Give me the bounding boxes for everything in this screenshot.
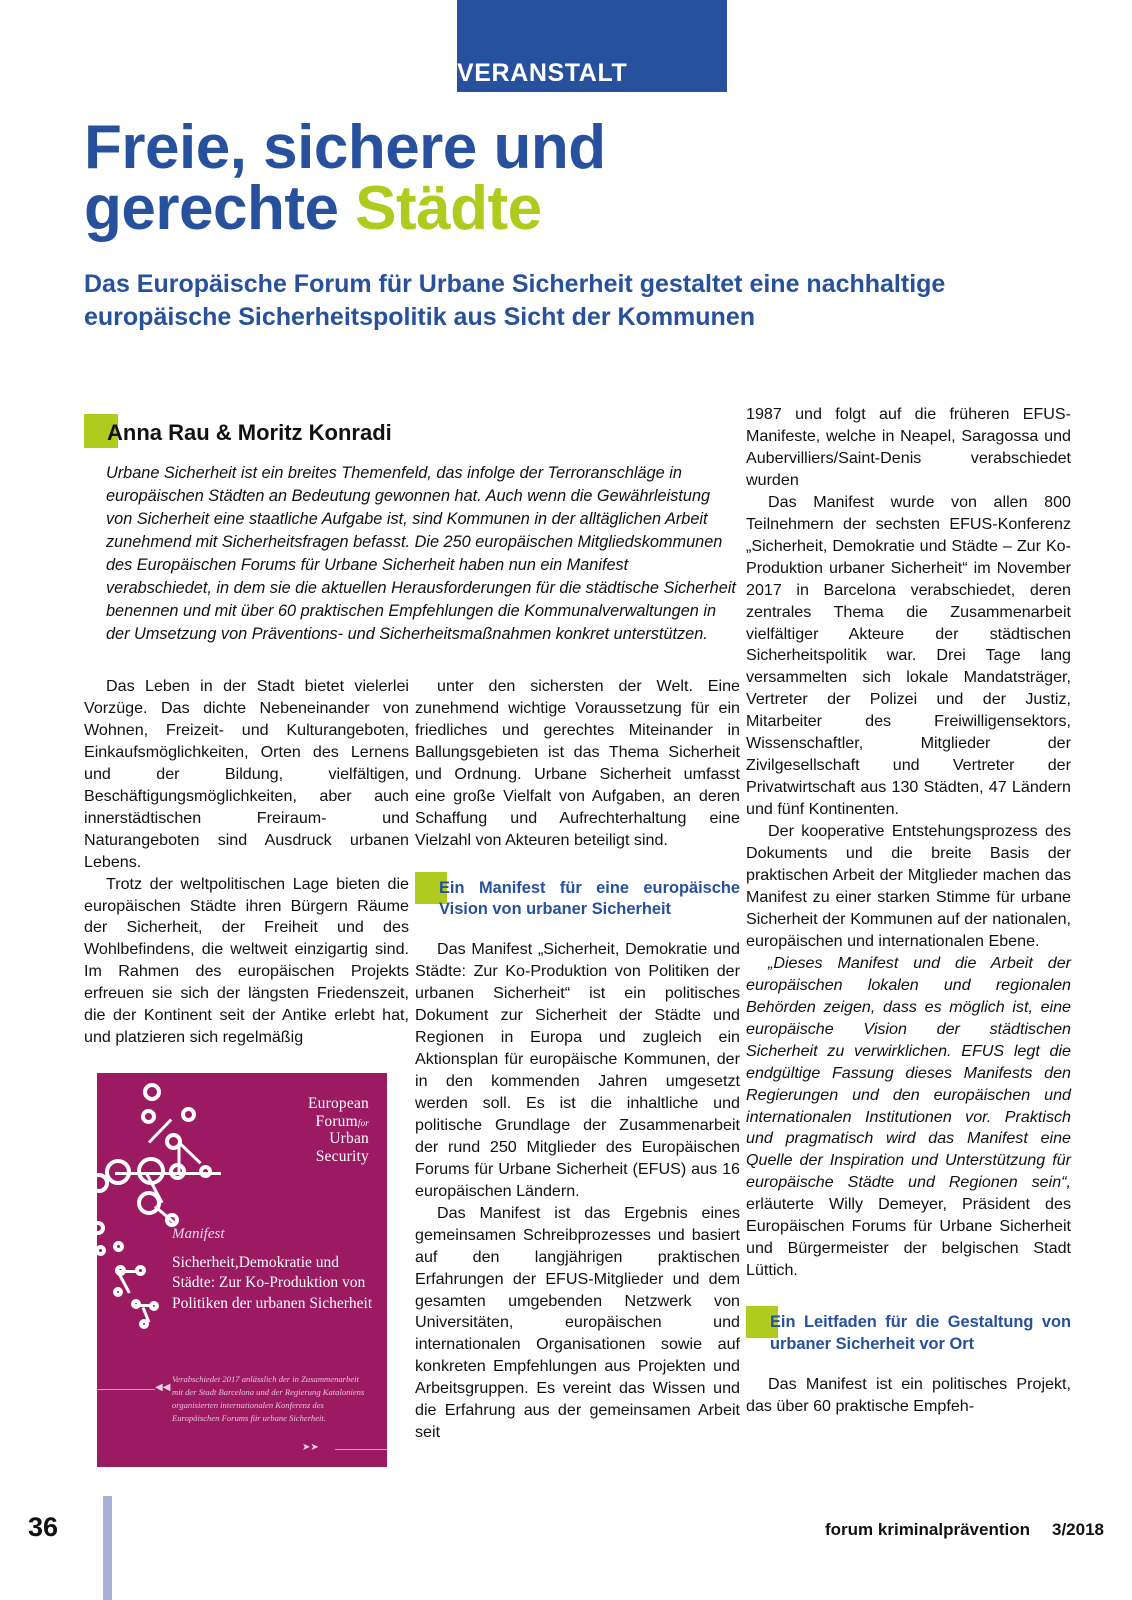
network-node-icon: [97, 1245, 106, 1256]
title-line-2-blue: gerechte: [84, 173, 356, 243]
footer-accent-bar: [103, 1496, 112, 1600]
paragraph: Das Manifest ist das Ergebnis eines gemeinsamen Schreibprozesses und basiert auf den langjährigen praktischen Erfahrungen der EFUS-Mitglieder und dem gesamten umgebenden Netzwerk von Universitäten, europäischen und internationalen Organisationen sowie auf konkreten Empfehlungen aus Projekten und Arbeitsgruppen. Es vereint das Wissen und die Erfahrung aus der gemeinsamen Arbeit seit: [415, 1203, 740, 1442]
paragraph: Der kooperative Entstehungsprozess des Dokuments und die breite Basis der praktischen Arbeit der Mitglieder machen das Manifest zu einer starken Stimme für urbane Sicherheit der Kommunen auf der nationalen, europäischen und internationalen Ebene.: [746, 822, 1071, 950]
section-kicker: [457, 55, 977, 91]
lead-paragraph: Urbane Sicherheit ist ein breites Themenfeld, das infolge der Terroranschläge in europäischen Städten an Bedeutung gewonnen hat. Auch wenn die Gewährleistung von Sicherheit eine staatliche Aufgabe ist, sind Kommunen in der alltäglichen Arbeit zunehmend mit Sicherheitsfragen befasst. Die 250 europäischen Mitgliedskommunen des Europäischen Forums für Urbane Sicherheit haben nun ein Manifest verabschiedet, in dem sie die aktuellen Herausforderungen für die städtische Sicherheit benennen und mit über 60 praktischen Empfehlungen die Kommunalverwaltungen in der Umsetzung von Präventions- und Sicherheitsmaßnahmen konkret unterstützen.: [106, 464, 736, 644]
issue-number: 3/2018: [1052, 1520, 1104, 1539]
network-node-icon: [165, 1133, 182, 1150]
network-node-icon: [113, 1287, 123, 1297]
cover-title: Sicherheit,Demokratie und Städte: Zur Ko-Produktion von Politiken der urbanen Sicherheit: [172, 1254, 373, 1312]
logo-line-2: Forum: [315, 1112, 358, 1130]
quote-attribution: erläuterte Willy Demeyer, Präsident des Europäischen Forums für Urbane Sicherheit und Bürgermeister der belgischen Stadt Lüttich.: [746, 1195, 1071, 1280]
cover-rule: [97, 1389, 155, 1390]
logo-for: for: [357, 1117, 369, 1128]
network-link: [178, 1141, 202, 1164]
title-line-2-green: Städte: [355, 173, 542, 243]
title-line-1: Freie, sichere und: [84, 113, 606, 182]
paragraph: unter den sichersten der Welt. Eine zunehmend wichtige Voraussetzung für ein friedliches und gerechtes Miteinander in Ballungsgebieten ist das Thema Sicherheit und Ordnung. Urbane Sicherheit umfasst eine große Vielfalt von Aufgaben, an deren Schaffung und Aufrechterhaltung eine Vielzahl von Akteuren beteiligt sind.: [415, 677, 740, 849]
cover-manifest-label: Manifest: [172, 1226, 225, 1242]
paragraph: Das Manifest „Sicherheit, Demokratie und Städte: Zur Ko-Produktion von Politiken der urbanen Sicherheit“ ist ein politisches Dokument zur Sicherheit der Städte und Regionen in Europa und zugleich ein Aktionsplan für europäische Kommunen, der in den kommenden Jahren umgesetzt werden soll. Es ist die inhaltliche und politische Grundlage der Zusammenarbeit der rund 250 Mitglieder des Europäischen Forums für Urbane Sicherheit (EFUS) aus 16 europäischen Ländern.: [415, 940, 740, 1200]
network-node-icon: [199, 1165, 212, 1178]
paragraph-quote: [746, 953, 1071, 1282]
network-node-icon: [137, 1191, 161, 1215]
section-heading: Ein Manifest für eine europäische Vision von urbaner Sicherheit: [439, 878, 740, 919]
paragraph: Das Manifest ist ein politisches Projekt, das über 60 praktische Empfeh-: [746, 1374, 1071, 1415]
cover-rule: [335, 1449, 387, 1450]
manifest-cover-image: [97, 1073, 387, 1467]
section-heading-block: [415, 878, 740, 922]
network-node-icon: [169, 1163, 186, 1180]
cover-note: Verabschiedet 2017 anlässlich der in Zusammenarbeit mit der Stadt Barcelona und der Regierung Kataloniens organisierten internationalen Konferenz des Europäischen Forums für urbane Sicherheit.: [172, 1374, 365, 1423]
arrow-left-icon: ◀◀: [155, 1382, 171, 1393]
page-number: 36: [28, 1512, 59, 1542]
footer-publication-info: [825, 1520, 1104, 1540]
paragraph: Trotz der weltpolitischen Lage bieten die europäischen Städte ihren Bürgern Räume der Sicherheit, der Freiheit und des Wohlbefindens, die weltweit einzigartig sind. Im Rahmen des europäischen Projekts erfreuen sie sich der längsten Friedenszeit, die der Kontinent seit der Antike erlebt hat, und platzieren sich regelmäßig: [84, 874, 409, 1047]
network-node-icon: [165, 1213, 179, 1227]
network-node-icon: [113, 1241, 124, 1252]
page-title: [84, 113, 984, 243]
section-heading: Ein Leitfaden für die Gestaltung von urbaner Sicherheit vor Ort: [770, 1313, 1071, 1353]
network-node-icon: [137, 1157, 165, 1185]
logo-line-4: Security: [315, 1147, 369, 1165]
column-3-body: [746, 404, 1071, 1418]
paragraph: Das Leben in der Stadt bietet vielerlei Vorzüge. Das dichte Nebeneinander von Wohnen, Freizeit- und Kulturangeboten, Einkaufsmöglichkeiten, Orten des Lernens und der Bildung, vielfältigen, Beschäftigungsmöglichkeiten, aber auch innerstädtischen Freiraum- und Naturangeboten sind Ausdruck urbanen Lebens.: [84, 677, 409, 871]
network-node-icon: [97, 1221, 105, 1235]
arrow-right-icon: ➤➤: [302, 1442, 319, 1453]
network-node-icon: [141, 1109, 156, 1124]
cover-artwork: [97, 1073, 387, 1467]
quote-text: „Dieses Manifest und die Arbeit der europäischen lokalen und regionalen Behörden zeigen, dass es möglich ist, eine europäische Vision der städtischen Sicherheit zu verwirklichen. EFUS legt die endgültige Fassung dieses Manifests den Regierungen und den europäischen und internationalen Institutionen vor. Praktisch und pragmatisch wird das Manifest eine Quelle der Inspiration und Unterstützung für europäische Städte und Regionen sein“,: [746, 953, 1071, 1192]
kicker-blue-part: UNGEN: [627, 59, 721, 87]
efus-logo: [308, 1095, 369, 1166]
network-link: [119, 1270, 137, 1273]
network-node-icon: [143, 1083, 161, 1101]
logo-line-3: Urban: [329, 1130, 369, 1148]
page-subtitle: Das Europäische Forum für Urbane Sicherheit gestaltet eine nachhaltige europäische Sicherheitspolitik aus Sicht der Kommunen: [84, 270, 946, 331]
author-byline: Anna Rau & Moritz Konradi: [107, 420, 392, 445]
byline-block: [84, 414, 744, 454]
publication-name: forum kriminalprävention: [825, 1520, 1030, 1539]
paragraph: Das Manifest wurde von allen 800 Teilnehmern der sechsten EFUS-Konferenz „Sicherheit, Demokratie und Städte – Zur Ko-Produktion urbaner Sicherheit“ im November 2017 in Barcelona verabschiedet, deren zentrales Thema die Zusammenarbeit vielfältiger Akteure der städtischen Sicherheitspolitik war. Drei Tage lang versammelten sich lokale Mandatsträger, Vertreter der Polizei und der Justiz, Mitarbeiter des Freiwilligensektors, Wissenschaftler, Mitglieder der Zivilgesellschaft und Vertreter der Privatwirtschaft aus 130 Städten, 47 Ländern und fünf Kontinenten.: [746, 492, 1071, 819]
paragraph: 1987 und folgt auf die früheren EFUS-Manifeste, welche in Neapel, Saragossa und Aubervilliers/Saint-Denis verabschiedet wurden: [746, 405, 1071, 489]
kicker-white-part: VERANSTALT: [457, 59, 628, 87]
column-1-body: [84, 676, 409, 1049]
logo-line-1: European: [308, 1095, 369, 1112]
network-node-icon: [181, 1107, 196, 1122]
column-2-body: [415, 676, 740, 1444]
section-heading-block: [746, 1312, 1071, 1356]
